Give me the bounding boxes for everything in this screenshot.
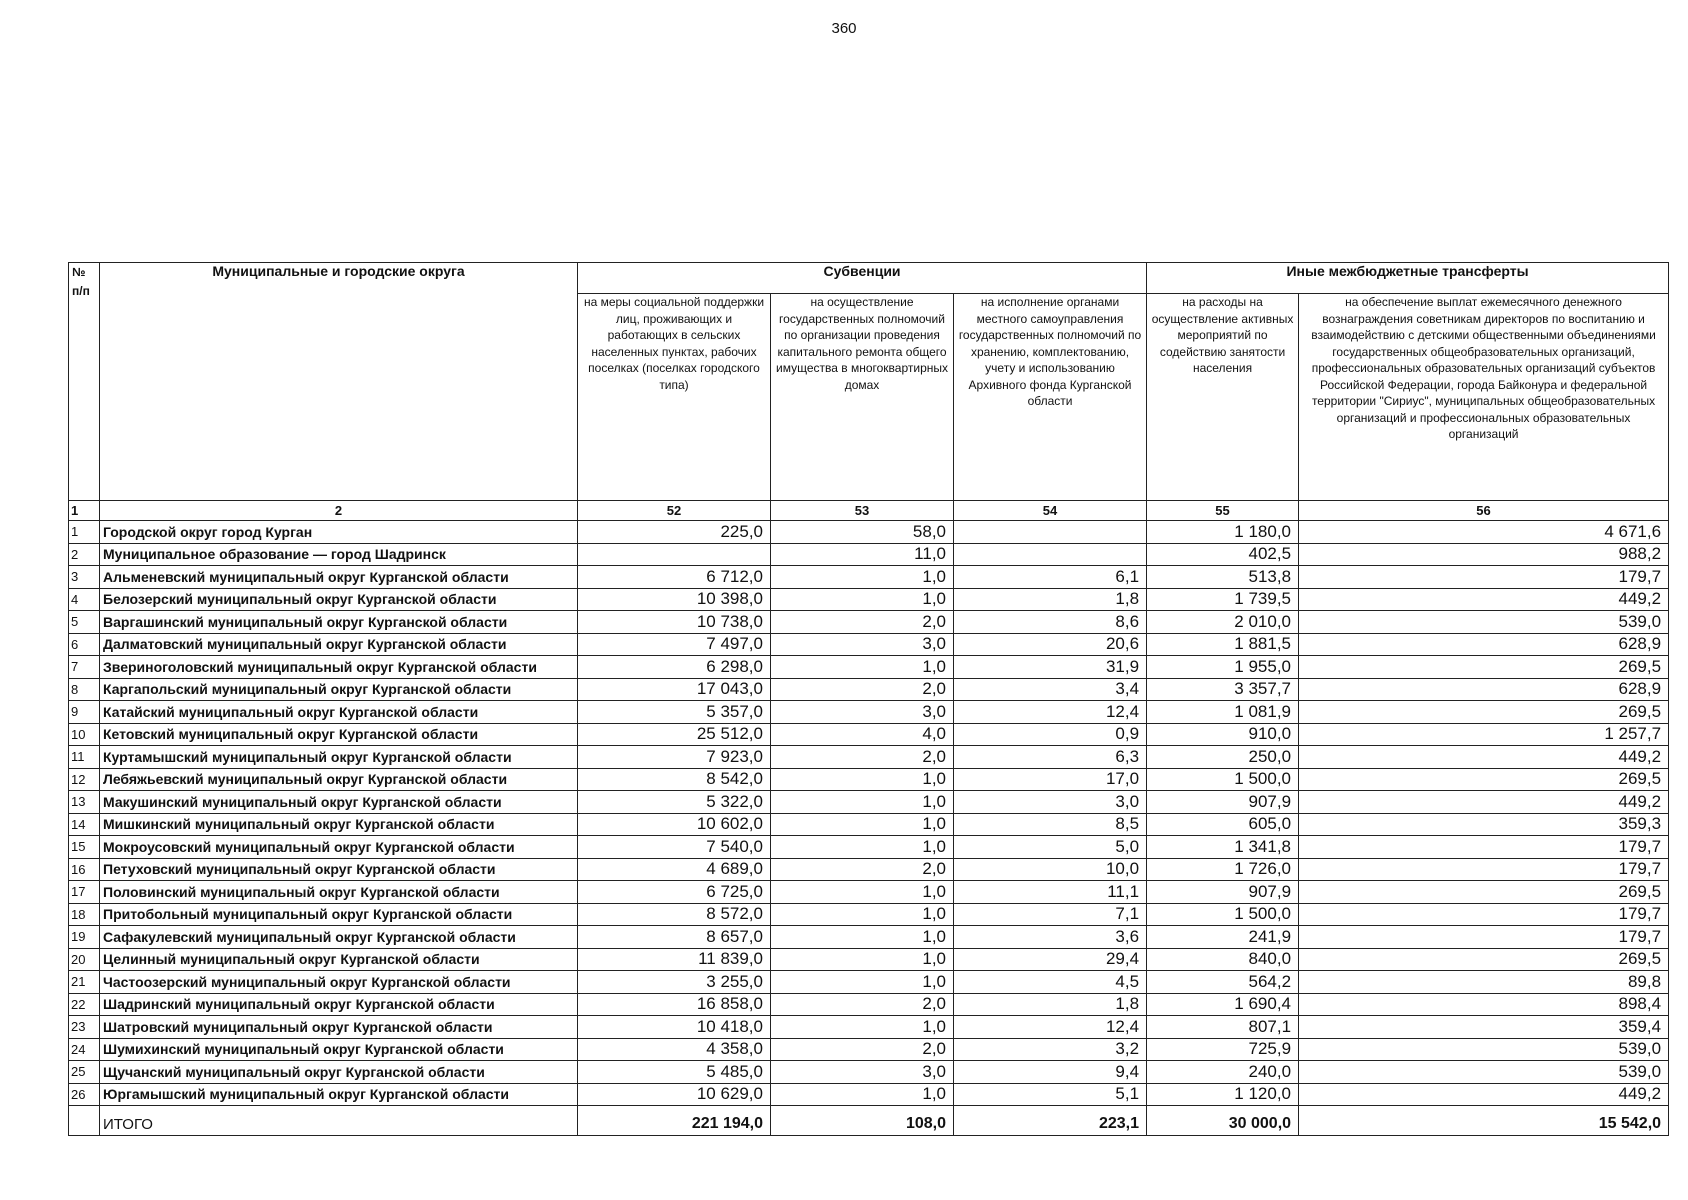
value-col-54: 8,6 <box>954 611 1147 634</box>
value-col-54: 6,3 <box>954 746 1147 769</box>
row-number: 20 <box>69 948 100 971</box>
value-col-52: 17 043,0 <box>578 678 771 701</box>
column-number-row <box>69 501 1669 521</box>
row-number: 5 <box>69 611 100 634</box>
municipality-name: Притобольный муниципальный округ Курганской области <box>100 903 578 926</box>
value-col-53: 2,0 <box>771 678 954 701</box>
municipality-name: Кетовский муниципальный округ Курганской области <box>100 723 578 746</box>
row-number: 4 <box>69 588 100 611</box>
table-row <box>69 1016 1669 1039</box>
value-col-56: 449,2 <box>1299 1083 1669 1106</box>
value-col-53: 1,0 <box>771 881 954 904</box>
value-col-53: 1,0 <box>771 813 954 836</box>
column-number: 2 <box>100 501 578 521</box>
value-col-54: 1,8 <box>954 588 1147 611</box>
value-col-53: 3,0 <box>771 1061 954 1084</box>
value-col-52: 7 540,0 <box>578 836 771 859</box>
value-col-53: 2,0 <box>771 858 954 881</box>
municipality-name: Петуховский муниципальный округ Курганской области <box>100 858 578 881</box>
value-col-56: 269,5 <box>1299 948 1669 971</box>
municipality-name: Далматовский муниципальный округ Курганской области <box>100 633 578 656</box>
row-number: 8 <box>69 678 100 701</box>
municipality-name: Щучанский муниципальный округ Курганской области <box>100 1061 578 1084</box>
value-col-56: 269,5 <box>1299 656 1669 679</box>
municipality-name: Варгашинский муниципальный округ Курганской области <box>100 611 578 634</box>
value-col-54: 5,0 <box>954 836 1147 859</box>
value-col-54: 6,1 <box>954 566 1147 589</box>
table-body <box>69 521 1669 1106</box>
table-row <box>69 813 1669 836</box>
value-col-55: 1 341,8 <box>1147 836 1299 859</box>
value-col-55: 250,0 <box>1147 746 1299 769</box>
value-col-56: 269,5 <box>1299 701 1669 724</box>
value-col-54: 17,0 <box>954 768 1147 791</box>
row-number: 12 <box>69 768 100 791</box>
value-col-55: 910,0 <box>1147 723 1299 746</box>
value-col-53: 2,0 <box>771 746 954 769</box>
value-col-53: 1,0 <box>771 566 954 589</box>
municipality-name: Макушинский муниципальный округ Курганской области <box>100 791 578 814</box>
value-col-55: 907,9 <box>1147 791 1299 814</box>
value-col-52: 4 689,0 <box>578 858 771 881</box>
value-col-55: 907,9 <box>1147 881 1299 904</box>
municipality-name: Шадринский муниципальный округ Курганской области <box>100 993 578 1016</box>
value-col-56: 898,4 <box>1299 993 1669 1016</box>
value-col-56: 628,9 <box>1299 633 1669 656</box>
value-col-55: 3 357,7 <box>1147 678 1299 701</box>
value-col-55: 1 739,5 <box>1147 588 1299 611</box>
page-number: 360 <box>831 20 857 37</box>
value-col-55: 402,5 <box>1147 543 1299 566</box>
municipality-name: Юргамышский муниципальный округ Курганской области <box>100 1083 578 1106</box>
row-number: 10 <box>69 723 100 746</box>
row-number: 19 <box>69 926 100 949</box>
value-col-55: 240,0 <box>1147 1061 1299 1084</box>
value-col-52: 5 322,0 <box>578 791 771 814</box>
value-col-55: 725,9 <box>1147 1038 1299 1061</box>
value-col-52: 7 497,0 <box>578 633 771 656</box>
table-row <box>69 971 1669 994</box>
row-number: 6 <box>69 633 100 656</box>
value-col-53: 1,0 <box>771 948 954 971</box>
value-col-55: 1 726,0 <box>1147 858 1299 881</box>
value-col-55: 241,9 <box>1147 926 1299 949</box>
value-col-52: 6 725,0 <box>578 881 771 904</box>
value-col-54: 11,1 <box>954 881 1147 904</box>
value-col-55: 1 690,4 <box>1147 993 1299 1016</box>
value-col-54: 10,0 <box>954 858 1147 881</box>
value-col-53: 3,0 <box>771 633 954 656</box>
value-col-53: 1,0 <box>771 588 954 611</box>
row-number: 14 <box>69 813 100 836</box>
value-col-52: 3 255,0 <box>578 971 771 994</box>
table-row <box>69 633 1669 656</box>
value-col-56: 1 257,7 <box>1299 723 1669 746</box>
value-col-52: 5 485,0 <box>578 1061 771 1084</box>
column-number: 52 <box>578 501 771 521</box>
value-col-52: 6 712,0 <box>578 566 771 589</box>
value-col-52: 10 418,0 <box>578 1016 771 1039</box>
value-col-52: 11 839,0 <box>578 948 771 971</box>
value-col-52: 16 858,0 <box>578 993 771 1016</box>
municipality-name: Лебяжьевский муниципальный округ Курганской области <box>100 768 578 791</box>
total-label: ИТОГО <box>100 1106 578 1136</box>
value-col-56: 179,7 <box>1299 903 1669 926</box>
value-col-56: 539,0 <box>1299 1038 1669 1061</box>
column-number: 54 <box>954 501 1147 521</box>
value-col-54: 12,4 <box>954 1016 1147 1039</box>
value-col-55: 1 500,0 <box>1147 768 1299 791</box>
value-col-56: 449,2 <box>1299 746 1669 769</box>
value-col-56: 4 671,6 <box>1299 521 1669 544</box>
value-col-54: 3,6 <box>954 926 1147 949</box>
value-col-53: 1,0 <box>771 903 954 926</box>
municipality-name: Шатровский муниципальный округ Курганской области <box>100 1016 578 1039</box>
table-row <box>69 723 1669 746</box>
table-row <box>69 543 1669 566</box>
value-col-56: 179,7 <box>1299 836 1669 859</box>
table-row <box>69 836 1669 859</box>
municipality-name: Альменевский муниципальный округ Курганской области <box>100 566 578 589</box>
value-col-55: 840,0 <box>1147 948 1299 971</box>
total-col-52: 221 194,0 <box>578 1106 771 1136</box>
value-col-52: 10 629,0 <box>578 1083 771 1106</box>
value-col-52: 6 298,0 <box>578 656 771 679</box>
row-number: 26 <box>69 1083 100 1106</box>
value-col-55: 2 010,0 <box>1147 611 1299 634</box>
value-col-54: 8,5 <box>954 813 1147 836</box>
row-number: 23 <box>69 1016 100 1039</box>
municipality-name: Частоозерский муниципальный округ Курганской области <box>100 971 578 994</box>
row-number: 18 <box>69 903 100 926</box>
row-number: 13 <box>69 791 100 814</box>
value-col-55: 513,8 <box>1147 566 1299 589</box>
value-col-53: 1,0 <box>771 1016 954 1039</box>
municipality-name: Катайский муниципальный округ Курганской области <box>100 701 578 724</box>
municipality-name: Сафакулевский муниципальный округ Курганской области <box>100 926 578 949</box>
row-number: 16 <box>69 858 100 881</box>
value-col-52: 10 738,0 <box>578 611 771 634</box>
column-number: 1 <box>69 501 100 521</box>
value-col-54: 4,5 <box>954 971 1147 994</box>
value-col-54 <box>954 521 1147 544</box>
table-row <box>69 566 1669 589</box>
table-row <box>69 746 1669 769</box>
table-row <box>69 768 1669 791</box>
budget-table <box>68 262 1669 1136</box>
value-col-53: 2,0 <box>771 1038 954 1061</box>
value-col-52: 10 398,0 <box>578 588 771 611</box>
row-number: 17 <box>69 881 100 904</box>
header-row-number: № п/п <box>69 263 100 501</box>
value-col-56: 179,7 <box>1299 858 1669 881</box>
value-col-54: 0,9 <box>954 723 1147 746</box>
value-col-56: 179,7 <box>1299 566 1669 589</box>
table-row <box>69 903 1669 926</box>
column-number: 53 <box>771 501 954 521</box>
value-col-56: 539,0 <box>1299 611 1669 634</box>
header-subventions: Субвенции <box>578 263 1147 294</box>
municipality-name: Белозерский муниципальный округ Курганской области <box>100 588 578 611</box>
table-row <box>69 858 1669 881</box>
row-number: 3 <box>69 566 100 589</box>
table-row <box>69 701 1669 724</box>
municipality-name: Целинный муниципальный округ Курганской области <box>100 948 578 971</box>
value-col-56: 269,5 <box>1299 881 1669 904</box>
header-col-54: на исполнение органами местного самоуправления государственных полномочий по хранению, комплектованию, учету и использованию Архивного фонда Курганской области <box>954 294 1147 501</box>
value-col-54: 12,4 <box>954 701 1147 724</box>
value-col-56: 449,2 <box>1299 588 1669 611</box>
value-col-53: 3,0 <box>771 701 954 724</box>
table-row <box>69 926 1669 949</box>
value-col-52: 4 358,0 <box>578 1038 771 1061</box>
value-col-54: 31,9 <box>954 656 1147 679</box>
value-col-53: 1,0 <box>771 836 954 859</box>
value-col-56: 359,4 <box>1299 1016 1669 1039</box>
value-col-54: 1,8 <box>954 993 1147 1016</box>
header-other-transfers: Иные межбюджетные трансферты <box>1147 263 1669 294</box>
value-col-52: 8 542,0 <box>578 768 771 791</box>
total-col-55: 30 000,0 <box>1147 1106 1299 1136</box>
value-col-56: 449,2 <box>1299 791 1669 814</box>
value-col-53: 1,0 <box>771 1083 954 1106</box>
table-row <box>69 588 1669 611</box>
municipality-name: Мишкинский муниципальный округ Курганской области <box>100 813 578 836</box>
value-col-54: 3,0 <box>954 791 1147 814</box>
value-col-56: 539,0 <box>1299 1061 1669 1084</box>
value-col-56: 988,2 <box>1299 543 1669 566</box>
value-col-55: 1 881,5 <box>1147 633 1299 656</box>
table-row <box>69 1038 1669 1061</box>
value-col-52: 25 512,0 <box>578 723 771 746</box>
value-col-54: 29,4 <box>954 948 1147 971</box>
header-col-56: на обеспечение выплат ежемесячного денежного вознаграждения советникам директоров по воспитанию и взаимодействию с детскими общественными объединениями государственных общеобразовательных организаций, профессиональных образовательных организаций субъектов Российской Федерации, города Байконура и федеральной территории "Сириус", муниципальных общеобразовательных организаций и профессиональных образовательных организаций <box>1299 294 1669 501</box>
value-col-54: 9,4 <box>954 1061 1147 1084</box>
municipality-name: Каргапольский муниципальный округ Курганской области <box>100 678 578 701</box>
header-col-53: на осуществление государственных полномочий по организации проведения капитального ремонта общего имущества в многоквартирных домах <box>771 294 954 501</box>
municipality-name: Шумихинский муниципальный округ Курганской области <box>100 1038 578 1061</box>
column-number: 56 <box>1299 501 1669 521</box>
table-row <box>69 1083 1669 1106</box>
table-row <box>69 656 1669 679</box>
municipality-name: Муниципальное образование — город Шадринск <box>100 543 578 566</box>
municipality-name: Городской округ город Курган <box>100 521 578 544</box>
total-row-number-cell <box>69 1106 100 1136</box>
value-col-56: 628,9 <box>1299 678 1669 701</box>
value-col-53: 11,0 <box>771 543 954 566</box>
value-col-53: 1,0 <box>771 926 954 949</box>
value-col-54 <box>954 543 1147 566</box>
table-row <box>69 678 1669 701</box>
header-municipalities: Муниципальные и городские округа <box>100 263 578 501</box>
value-col-52: 5 357,0 <box>578 701 771 724</box>
value-col-56: 179,7 <box>1299 926 1669 949</box>
table-row <box>69 881 1669 904</box>
value-col-53: 1,0 <box>771 768 954 791</box>
row-number: 2 <box>69 543 100 566</box>
total-row <box>69 1106 1669 1136</box>
row-number: 24 <box>69 1038 100 1061</box>
column-number: 55 <box>1147 501 1299 521</box>
value-col-53: 58,0 <box>771 521 954 544</box>
value-col-55: 1 120,0 <box>1147 1083 1299 1106</box>
value-col-54: 20,6 <box>954 633 1147 656</box>
table-row <box>69 993 1669 1016</box>
value-col-56: 359,3 <box>1299 813 1669 836</box>
row-number: 21 <box>69 971 100 994</box>
table-row <box>69 611 1669 634</box>
row-number: 7 <box>69 656 100 679</box>
municipality-name: Половинский муниципальный округ Курганской области <box>100 881 578 904</box>
total-col-56: 15 542,0 <box>1299 1106 1669 1136</box>
header-col-52: на меры социальной поддержки лиц, проживающих и работающих в сельских населенных пунктах, рабочих поселках (поселках городского типа) <box>578 294 771 501</box>
value-col-53: 1,0 <box>771 791 954 814</box>
value-col-54: 5,1 <box>954 1083 1147 1106</box>
value-col-54: 7,1 <box>954 903 1147 926</box>
value-col-55: 605,0 <box>1147 813 1299 836</box>
value-col-53: 2,0 <box>771 993 954 1016</box>
table-row <box>69 948 1669 971</box>
table-row <box>69 791 1669 814</box>
value-col-56: 269,5 <box>1299 768 1669 791</box>
value-col-55: 1 500,0 <box>1147 903 1299 926</box>
value-col-52 <box>578 543 771 566</box>
value-col-55: 1 955,0 <box>1147 656 1299 679</box>
value-col-55: 1 180,0 <box>1147 521 1299 544</box>
value-col-54: 3,2 <box>954 1038 1147 1061</box>
value-col-56: 89,8 <box>1299 971 1669 994</box>
value-col-53: 1,0 <box>771 656 954 679</box>
value-col-53: 4,0 <box>771 723 954 746</box>
value-col-52: 225,0 <box>578 521 771 544</box>
value-col-55: 807,1 <box>1147 1016 1299 1039</box>
row-number: 1 <box>69 521 100 544</box>
municipality-name: Мокроусовский муниципальный округ Курганской области <box>100 836 578 859</box>
table-row <box>69 521 1669 544</box>
row-number: 15 <box>69 836 100 859</box>
value-col-52: 7 923,0 <box>578 746 771 769</box>
municipality-name: Звериноголовский муниципальный округ Курганской области <box>100 656 578 679</box>
total-col-53: 108,0 <box>771 1106 954 1136</box>
value-col-54: 3,4 <box>954 678 1147 701</box>
value-col-55: 564,2 <box>1147 971 1299 994</box>
value-col-55: 1 081,9 <box>1147 701 1299 724</box>
table-row <box>69 1061 1669 1084</box>
total-col-54: 223,1 <box>954 1106 1147 1136</box>
row-number: 25 <box>69 1061 100 1084</box>
value-col-52: 10 602,0 <box>578 813 771 836</box>
row-number: 9 <box>69 701 100 724</box>
value-col-53: 1,0 <box>771 971 954 994</box>
value-col-52: 8 572,0 <box>578 903 771 926</box>
row-number: 11 <box>69 746 100 769</box>
row-number: 22 <box>69 993 100 1016</box>
value-col-52: 8 657,0 <box>578 926 771 949</box>
value-col-53: 2,0 <box>771 611 954 634</box>
municipality-name: Куртамышский муниципальный округ Курганской области <box>100 746 578 769</box>
header-col-55: на расходы на осуществление активных мероприятий по содействию занятости населения <box>1147 294 1299 501</box>
